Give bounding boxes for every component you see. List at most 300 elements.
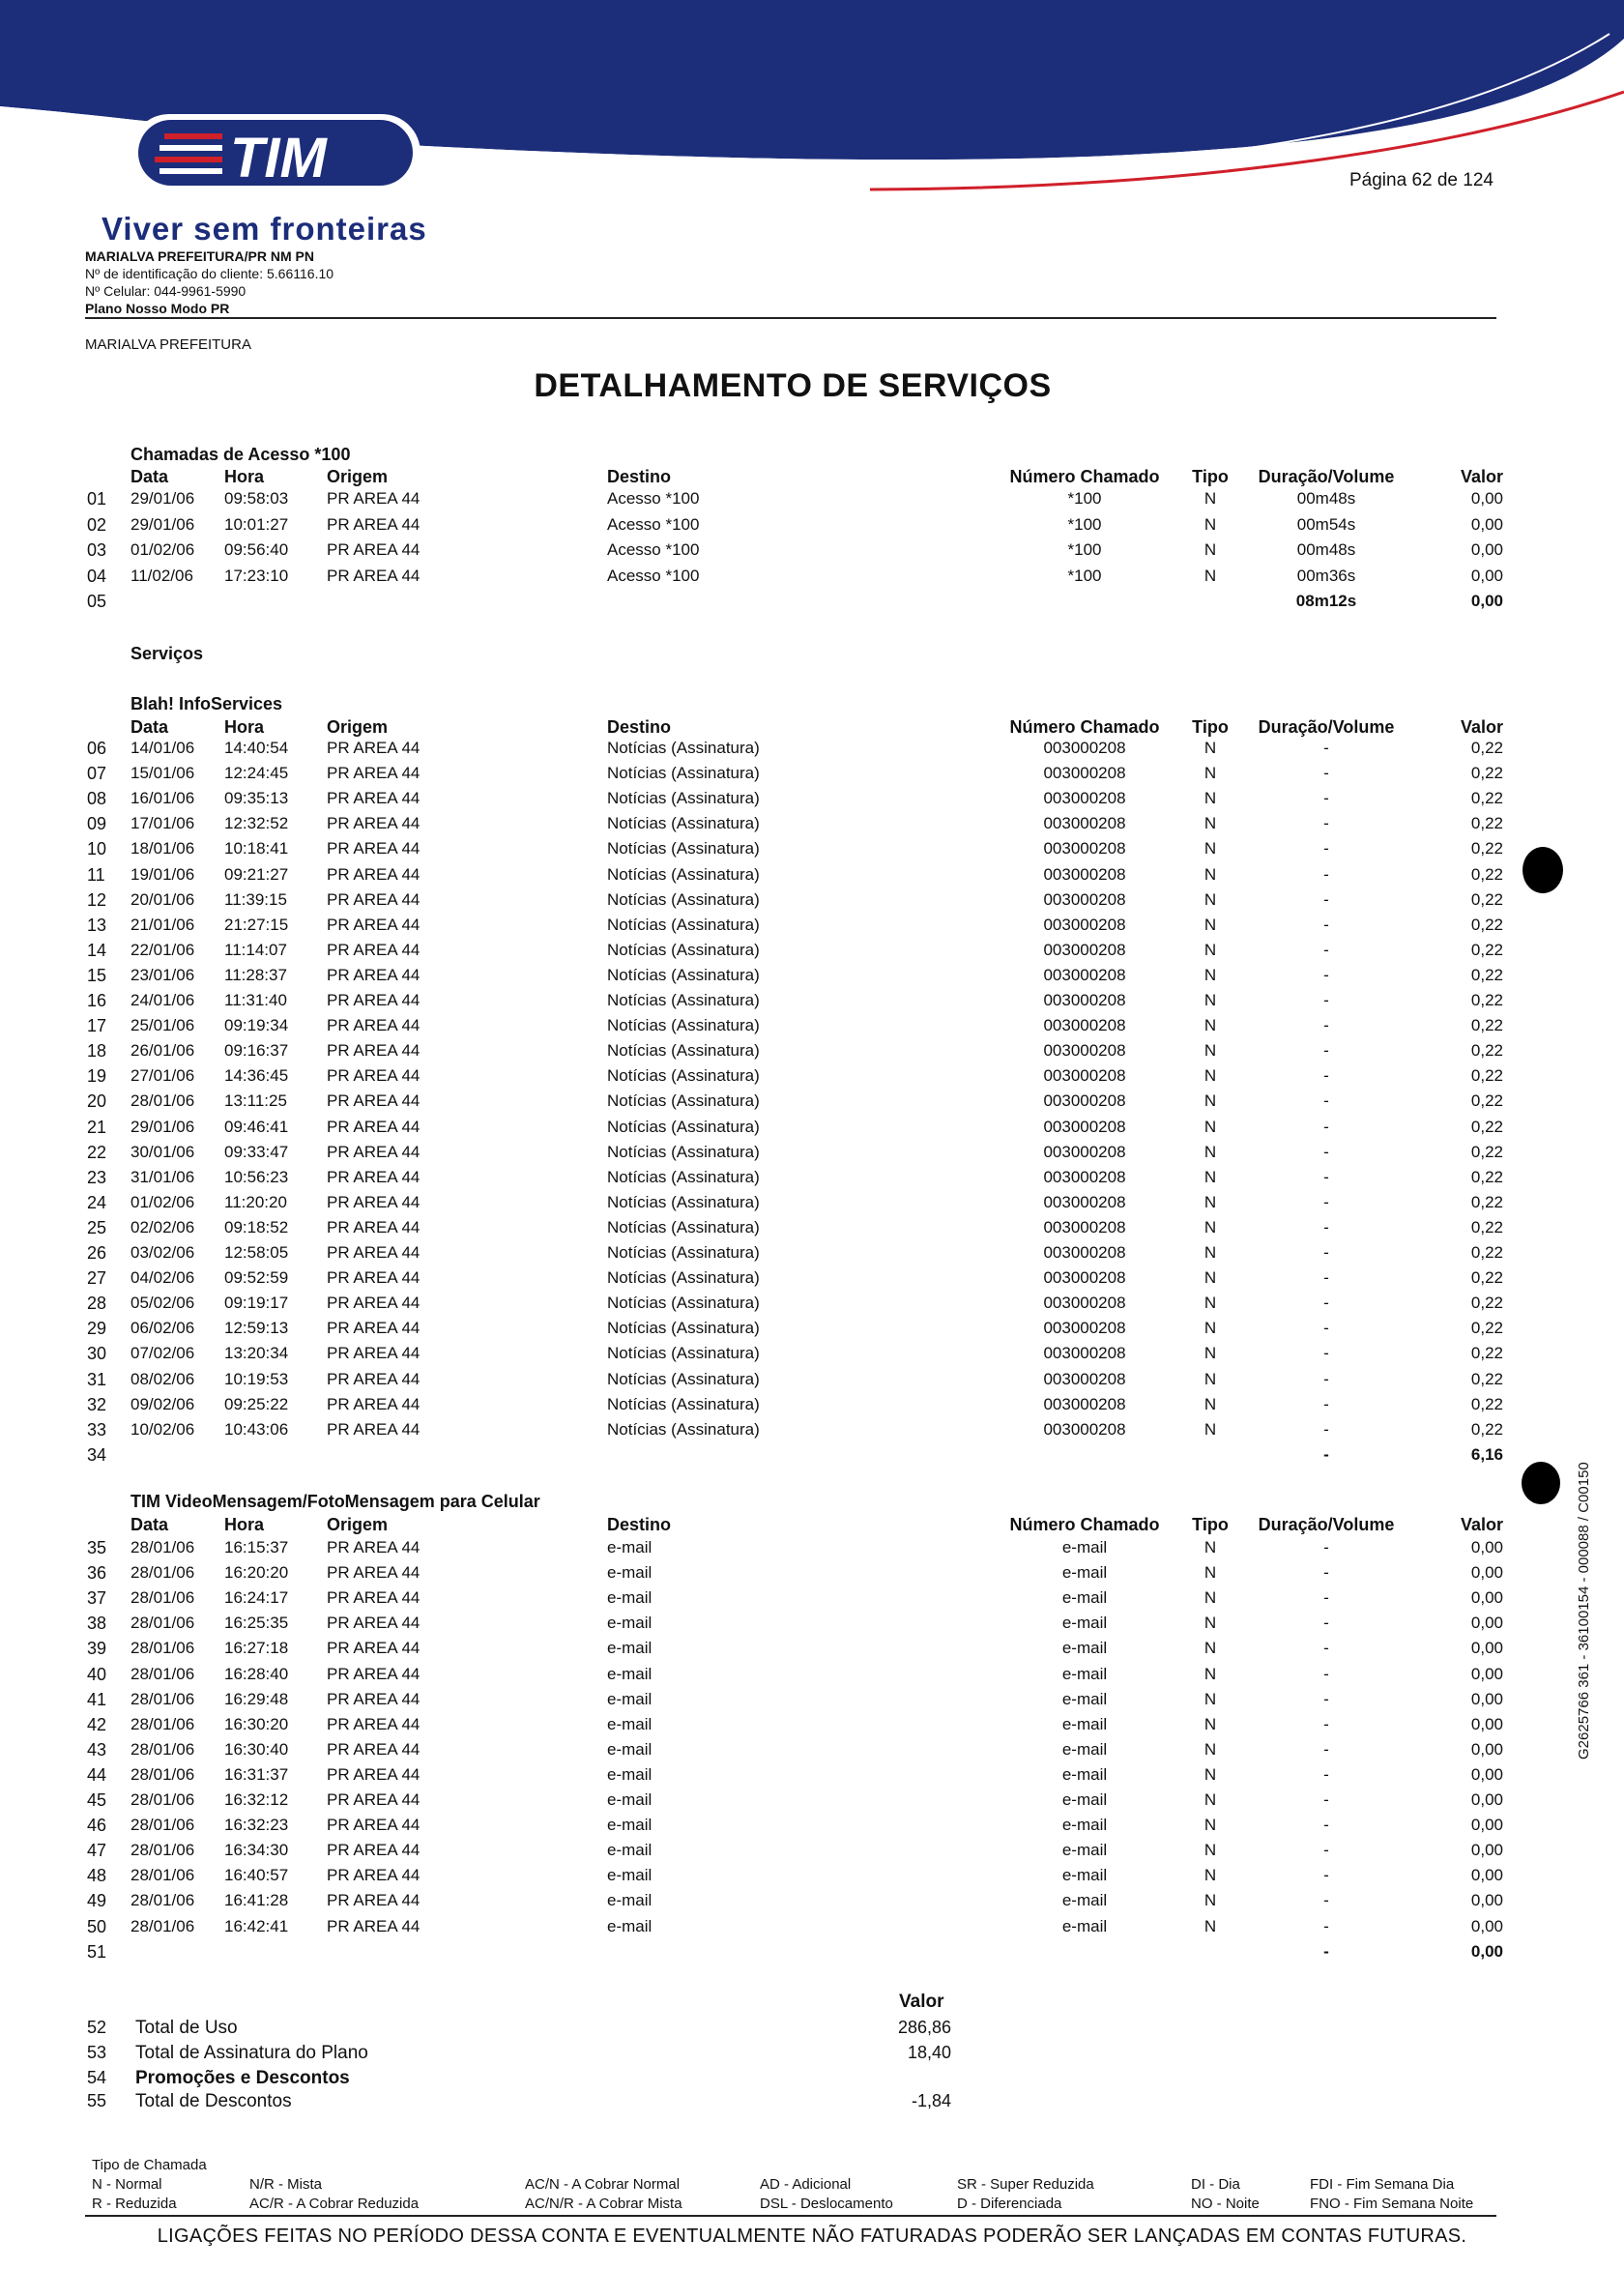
cell-numero: 003000208: [1043, 1419, 1126, 1439]
cell-duracao: -: [1323, 1167, 1329, 1186]
cell-destino: e-mail: [607, 1790, 652, 1809]
cell-numero: 003000208: [1043, 1016, 1126, 1035]
cell-tipo: N: [1204, 1016, 1217, 1035]
slogan: Viver sem fronteiras: [102, 211, 427, 247]
cell-numero: e-mail: [1061, 1816, 1108, 1835]
cell-hora: 11:20:20: [224, 1192, 287, 1211]
cell-origem: PR AREA 44: [327, 1394, 420, 1413]
section-title: Blah! InfoServices: [130, 694, 283, 713]
cell-duracao: -: [1323, 1419, 1329, 1439]
cell-numero: e-mail: [1061, 1714, 1108, 1733]
cell-hora: 14:40:54: [224, 739, 289, 757]
cell-valor: 0,22: [1470, 764, 1503, 783]
cell-destino: e-mail: [607, 1739, 652, 1759]
cell-tipo: N: [1204, 1394, 1217, 1413]
column-header-hora: Hora: [224, 1515, 265, 1534]
cell-valor: 0,22: [1470, 1167, 1503, 1186]
cell-valor: 0,22: [1470, 1369, 1503, 1388]
cell-valor: 0,22: [1470, 1117, 1503, 1136]
cell-hora: 11:28:37: [224, 965, 287, 984]
cell-numero: e-mail: [1061, 1639, 1108, 1658]
line-number: 19: [87, 1066, 107, 1087]
line-number: 01: [87, 489, 107, 509]
cell-valor: 0,22: [1470, 1344, 1503, 1363]
cell-tipo: N: [1204, 1419, 1217, 1439]
cell-valor: 0,00: [1470, 1614, 1503, 1633]
line-number: 38: [87, 1614, 107, 1634]
cell-hora: 16:42:41: [224, 1916, 289, 1935]
cell-destino: Notícias (Assinatura): [607, 1041, 760, 1061]
line-number: 39: [87, 1639, 107, 1659]
cell-duracao: -: [1323, 1614, 1329, 1633]
cell-tipo: N: [1204, 1369, 1217, 1388]
column-header-data: Data: [130, 1515, 169, 1534]
cell-origem: PR AREA 44: [327, 1916, 420, 1935]
cell-destino: Acesso *100: [607, 514, 700, 534]
column-header-numero: Número Chamado: [1009, 467, 1160, 486]
column-header-hora: Hora: [224, 467, 265, 486]
cell-destino: Notícias (Assinatura): [607, 1344, 760, 1363]
cell-numero: 003000208: [1043, 915, 1126, 934]
cell-duracao: -: [1323, 1639, 1329, 1658]
column-header-tipo: Tipo: [1192, 717, 1229, 737]
cell-duracao: -: [1323, 1816, 1329, 1835]
customer-name: MARIALVA PREFEITURA: [85, 336, 251, 353]
line-number: 10: [87, 839, 107, 859]
cell-duracao: -: [1323, 1538, 1329, 1556]
document-title: DETALHAMENTO DE SERVIÇOS: [534, 367, 1052, 404]
line-number: 47: [87, 1841, 107, 1861]
cell-numero: 003000208: [1043, 889, 1126, 909]
cell-destino: Notícias (Assinatura): [607, 1217, 760, 1236]
column-header-destino: Destino: [607, 467, 672, 486]
cell-hora: 10:56:23: [224, 1167, 289, 1186]
cell-origem: PR AREA 44: [327, 1419, 420, 1439]
cell-data: 03/02/06: [130, 1243, 195, 1262]
cell-origem: PR AREA 44: [327, 1167, 420, 1186]
cell-destino: Notícias (Assinatura): [607, 864, 760, 884]
cell-tipo: N: [1204, 1739, 1217, 1759]
line-number: 45: [87, 1790, 107, 1810]
cell-valor: 0,22: [1470, 1268, 1503, 1288]
cell-destino: Notícias (Assinatura): [607, 839, 760, 858]
cell-hora: 12:58:05: [224, 1243, 289, 1262]
column-header-origem: Origem: [327, 1515, 389, 1534]
cell-data: 02/02/06: [130, 1217, 195, 1236]
cell-valor: 0,00: [1470, 1866, 1503, 1885]
cell-numero: e-mail: [1061, 1614, 1108, 1633]
cell-duracao: -: [1323, 991, 1329, 1009]
cell-destino: Acesso *100: [607, 489, 700, 508]
client-info: [85, 247, 334, 317]
cell-data: 28/01/06: [130, 1614, 195, 1633]
cell-hora: 16:24:17: [224, 1588, 289, 1608]
cell-tipo: N: [1204, 1217, 1217, 1236]
client-phone: Nº Celular: 044-9961-5990: [85, 283, 246, 299]
cell-duracao: 00m54s: [1296, 514, 1356, 534]
line-number: 17: [87, 1016, 107, 1036]
cell-data: 28/01/06: [130, 1764, 195, 1784]
cell-hora: 10:19:53: [224, 1369, 289, 1388]
cell-data: 09/02/06: [130, 1394, 195, 1413]
cell-destino: e-mail: [607, 1841, 652, 1860]
cell-destino: e-mail: [607, 1664, 652, 1683]
cell-destino: e-mail: [607, 1614, 652, 1633]
cell-numero: e-mail: [1061, 1538, 1108, 1556]
line-number: 44: [87, 1764, 107, 1785]
cell-data: 28/01/06: [130, 1790, 195, 1809]
cell-tipo: N: [1204, 1294, 1217, 1313]
line-number: 20: [87, 1091, 107, 1112]
cell-valor: 0,22: [1470, 864, 1503, 884]
cell-valor: 0,22: [1470, 839, 1503, 858]
total-duration: -: [1323, 1941, 1329, 1961]
cell-origem: PR AREA 44: [327, 889, 420, 909]
cell-data: 30/01/06: [130, 1142, 195, 1161]
cell-origem: PR AREA 44: [327, 789, 420, 808]
cell-tipo: N: [1204, 1614, 1217, 1633]
line-number: 48: [87, 1866, 107, 1886]
cell-numero: 003000208: [1043, 1117, 1126, 1136]
line-number: 05: [87, 592, 107, 611]
cell-duracao: 00m48s: [1296, 540, 1356, 559]
cell-tipo: N: [1204, 789, 1217, 808]
cell-numero: 003000208: [1043, 965, 1126, 984]
cell-numero: e-mail: [1061, 1689, 1108, 1708]
line-number: 29: [87, 1319, 107, 1339]
cell-tipo: N: [1204, 1891, 1217, 1910]
cell-destino: Notícias (Assinatura): [607, 915, 760, 934]
cell-numero: 003000208: [1043, 1192, 1126, 1211]
cell-destino: e-mail: [607, 1639, 652, 1658]
cell-tipo: N: [1204, 489, 1217, 508]
cell-numero: 003000208: [1043, 1066, 1126, 1086]
cell-destino: Notícias (Assinatura): [607, 1268, 760, 1288]
line-number: 21: [87, 1117, 107, 1137]
cell-numero: 003000208: [1043, 1319, 1126, 1338]
cell-duracao: -: [1323, 1091, 1329, 1111]
cell-data: 04/02/06: [130, 1268, 195, 1288]
cell-duracao: -: [1323, 915, 1329, 934]
legend-divider: [85, 2215, 1496, 2217]
cell-tipo: N: [1204, 864, 1217, 884]
cell-duracao: -: [1323, 889, 1329, 909]
cell-hora: 16:32:23: [224, 1816, 289, 1835]
cell-destino: e-mail: [607, 1816, 652, 1835]
cell-valor: 0,22: [1470, 1419, 1503, 1439]
cell-numero: 003000208: [1043, 1294, 1126, 1313]
cell-valor: 0,00: [1470, 1841, 1503, 1860]
line-number: 07: [87, 764, 107, 784]
cell-numero: 003000208: [1043, 739, 1126, 757]
cell-destino: Notícias (Assinatura): [607, 739, 760, 757]
summary-label: Total de Uso: [135, 2018, 238, 2038]
cell-tipo: N: [1204, 764, 1217, 783]
cell-destino: e-mail: [607, 1764, 652, 1784]
line-number: 25: [87, 1217, 107, 1237]
cell-hora: 09:33:47: [224, 1142, 289, 1161]
client-name: MARIALVA PREFEITURA/PR NM PN: [85, 248, 314, 264]
line-number: 11: [87, 864, 105, 885]
cell-origem: PR AREA 44: [327, 1614, 420, 1633]
cell-hora: 16:34:30: [224, 1841, 289, 1860]
cell-tipo: N: [1204, 1866, 1217, 1885]
legend-item: D - Diferenciada: [957, 2196, 1062, 2212]
summary-value: -1,84: [911, 2091, 951, 2110]
cell-duracao: -: [1323, 789, 1329, 808]
cell-hora: 09:19:34: [224, 1016, 289, 1035]
section-title-servicos: Serviços: [130, 644, 204, 663]
cell-destino: Acesso *100: [607, 566, 700, 585]
legend-item: FNO - Fim Semana Noite: [1310, 2196, 1474, 2212]
cell-origem: PR AREA 44: [327, 814, 420, 833]
line-number: 40: [87, 1664, 107, 1684]
line-number: 03: [87, 540, 107, 560]
cell-data: 14/01/06: [130, 739, 195, 757]
cell-duracao: -: [1323, 1764, 1329, 1784]
cell-origem: PR AREA 44: [327, 1192, 420, 1211]
cell-hora: 14:36:45: [224, 1066, 289, 1086]
cell-destino: Notícias (Assinatura): [607, 1167, 760, 1186]
cell-duracao: -: [1323, 1891, 1329, 1910]
cell-hora: 09:46:41: [224, 1117, 289, 1136]
cell-data: 25/01/06: [130, 1016, 195, 1035]
summary-line-number: 55: [87, 2091, 107, 2110]
cell-valor: 0,00: [1470, 1639, 1503, 1658]
cell-duracao: -: [1323, 1689, 1329, 1708]
cell-hora: 16:32:12: [224, 1790, 289, 1809]
cell-duracao: -: [1323, 940, 1329, 959]
line-number: 50: [87, 1916, 107, 1936]
tim-logo-text: TIM: [230, 127, 327, 189]
cell-duracao: -: [1323, 1394, 1329, 1413]
cell-tipo: N: [1204, 1319, 1217, 1338]
column-header-origem: Origem: [327, 467, 389, 486]
cell-numero: e-mail: [1061, 1664, 1108, 1683]
cell-duracao: -: [1323, 1294, 1329, 1313]
cell-hora: 11:14:07: [224, 940, 287, 959]
cell-data: 22/01/06: [130, 940, 195, 959]
cell-hora: 09:52:59: [224, 1268, 289, 1288]
legend-item: DI - Dia: [1191, 2176, 1240, 2193]
client-plan: Plano Nosso Modo PR: [85, 301, 230, 316]
cell-hora: 10:18:41: [224, 839, 289, 858]
total-duration: 08m12s: [1295, 592, 1357, 610]
cell-hora: 09:58:03: [224, 489, 289, 508]
cell-hora: 09:21:27: [224, 864, 289, 884]
line-number: 14: [87, 940, 107, 960]
cell-numero: 003000208: [1043, 764, 1126, 783]
legend-item: R - Reduzida: [92, 2196, 177, 2212]
column-header-tipo: Tipo: [1192, 467, 1229, 486]
cell-valor: 0,00: [1470, 514, 1503, 534]
line-number: 35: [87, 1538, 107, 1557]
cell-origem: PR AREA 44: [327, 764, 420, 783]
cell-valor: 0,22: [1470, 1041, 1503, 1061]
cell-numero: 003000208: [1043, 1091, 1126, 1111]
cell-duracao: -: [1323, 1369, 1329, 1388]
cell-tipo: N: [1204, 1916, 1217, 1935]
cell-origem: PR AREA 44: [327, 489, 420, 508]
cell-data: 28/01/06: [130, 1816, 195, 1835]
cell-hora: 17:23:10: [224, 566, 289, 585]
summary-line-number: 54: [87, 2068, 107, 2087]
total-value: 0,00: [1470, 1941, 1503, 1961]
cell-tipo: N: [1204, 1344, 1217, 1363]
cell-data: 28/01/06: [130, 1588, 195, 1608]
footer-note: LIGAÇÕES FEITAS NO PERÍODO DESSA CONTA E EVENTUALMENTE NÃO FATURADAS PODERÃO SER LANÇADAS EM CONTAS FUTURAS.: [157, 2225, 1467, 2247]
cell-origem: PR AREA 44: [327, 1563, 420, 1583]
cell-tipo: N: [1204, 889, 1217, 909]
cell-duracao: -: [1323, 1841, 1329, 1860]
cell-valor: 0,00: [1470, 1916, 1503, 1935]
cell-hora: 10:43:06: [224, 1419, 289, 1439]
line-number: 08: [87, 789, 107, 809]
cell-origem: PR AREA 44: [327, 1142, 420, 1161]
cell-origem: PR AREA 44: [327, 1816, 420, 1835]
cell-tipo: N: [1204, 1664, 1217, 1683]
cell-valor: 0,00: [1470, 1588, 1503, 1608]
cell-destino: e-mail: [607, 1714, 652, 1733]
cell-tipo: N: [1204, 940, 1217, 959]
line-number: 43: [87, 1739, 107, 1760]
cell-data: 28/01/06: [130, 1563, 195, 1583]
cell-tipo: N: [1204, 1142, 1217, 1161]
cell-destino: e-mail: [607, 1588, 652, 1608]
cell-data: 10/02/06: [130, 1419, 195, 1439]
line-number: 31: [87, 1369, 107, 1389]
cell-tipo: N: [1204, 1841, 1217, 1860]
cell-valor: 0,00: [1470, 540, 1503, 559]
cell-data: 28/01/06: [130, 1866, 195, 1885]
legend-item: SR - Super Reduzida: [957, 2176, 1094, 2193]
column-header-duracao: Duração/Volume: [1258, 717, 1395, 737]
cell-tipo: N: [1204, 839, 1217, 858]
cell-numero: 003000208: [1043, 1369, 1126, 1388]
line-number: 28: [87, 1294, 107, 1314]
cell-duracao: -: [1323, 1319, 1329, 1338]
cell-destino: e-mail: [607, 1916, 652, 1935]
cell-valor: 0,22: [1470, 915, 1503, 934]
cell-tipo: N: [1204, 1167, 1217, 1186]
summary-line-number: 52: [87, 2018, 107, 2037]
legend-item: N - Normal: [92, 2176, 162, 2193]
cell-duracao: -: [1323, 1916, 1329, 1935]
cell-origem: PR AREA 44: [327, 1664, 420, 1683]
cell-destino: Acesso *100: [607, 540, 700, 559]
cell-hora: 16:29:48: [224, 1689, 289, 1708]
cell-origem: PR AREA 44: [327, 1588, 420, 1608]
cell-data: 28/01/06: [130, 1689, 195, 1708]
cell-destino: Notícias (Assinatura): [607, 1117, 760, 1136]
cell-hora: 16:30:40: [224, 1739, 289, 1759]
cell-origem: PR AREA 44: [327, 1891, 420, 1910]
cell-data: 31/01/06: [130, 1167, 195, 1186]
cell-tipo: N: [1204, 1639, 1217, 1658]
column-header-destino: Destino: [607, 1515, 672, 1534]
cell-valor: 0,22: [1470, 789, 1503, 808]
cell-destino: Notícias (Assinatura): [607, 764, 760, 783]
cell-valor: 0,22: [1470, 1217, 1503, 1236]
cell-numero: *100: [1067, 566, 1102, 585]
cell-duracao: -: [1323, 1117, 1329, 1136]
cell-valor: 0,00: [1470, 1563, 1503, 1583]
cell-valor: 0,22: [1470, 1319, 1503, 1338]
cell-destino: Notícias (Assinatura): [607, 965, 760, 984]
cell-hora: 21:27:15: [224, 915, 289, 934]
line-number: 36: [87, 1563, 107, 1584]
cell-valor: 0,22: [1470, 940, 1503, 959]
cell-tipo: N: [1204, 814, 1217, 833]
column-header-data: Data: [130, 717, 169, 737]
cell-valor: 0,22: [1470, 1091, 1503, 1111]
cell-duracao: -: [1323, 1866, 1329, 1885]
cell-numero: 003000208: [1043, 839, 1126, 858]
cell-valor: 0,00: [1470, 1790, 1503, 1809]
cell-valor: 0,00: [1470, 1714, 1503, 1733]
cell-valor: 0,22: [1470, 965, 1503, 984]
cell-hora: 12:32:52: [224, 814, 289, 833]
cell-destino: e-mail: [607, 1538, 652, 1556]
summary-label: Total de Descontos: [135, 2091, 292, 2111]
total-duration: -: [1323, 1444, 1329, 1464]
cell-duracao: -: [1323, 1192, 1329, 1211]
column-header-valor: Valor: [1460, 717, 1503, 737]
cell-duracao: -: [1323, 1790, 1329, 1809]
cell-tipo: N: [1204, 1790, 1217, 1809]
column-header-duracao: Duração/Volume: [1258, 1515, 1395, 1534]
cell-hora: 12:24:45: [224, 764, 289, 783]
cell-origem: PR AREA 44: [327, 1016, 420, 1035]
total-value: 6,16: [1470, 1444, 1503, 1464]
cell-valor: 0,22: [1470, 1016, 1503, 1035]
cell-hora: 09:25:22: [224, 1394, 289, 1413]
cell-data: 18/01/06: [130, 839, 195, 858]
cell-data: 28/01/06: [130, 1091, 195, 1111]
cell-origem: PR AREA 44: [327, 1117, 420, 1136]
cell-destino: Notícias (Assinatura): [607, 789, 760, 808]
cell-hora: 16:41:28: [224, 1891, 289, 1910]
summary-label: Promoções e Descontos: [135, 2068, 350, 2088]
cell-hora: 11:31:40: [224, 991, 287, 1009]
cell-destino: Notícias (Assinatura): [607, 814, 760, 833]
cell-origem: PR AREA 44: [327, 1041, 420, 1061]
column-header-hora: Hora: [224, 717, 265, 737]
cell-numero: 003000208: [1043, 991, 1126, 1009]
line-number: 18: [87, 1041, 107, 1062]
cell-tipo: N: [1204, 1689, 1217, 1708]
cell-data: 15/01/06: [130, 764, 195, 783]
line-number: 41: [87, 1689, 107, 1709]
summary-value: 18,40: [907, 2043, 951, 2062]
cell-duracao: -: [1323, 1016, 1329, 1035]
side-code: G2625766 361 - 36100154 - 000088 / C00150: [1576, 1462, 1592, 1760]
line-number: 13: [87, 915, 107, 935]
cell-valor: 0,22: [1470, 1243, 1503, 1262]
cell-data: 26/01/06: [130, 1041, 195, 1061]
cell-origem: PR AREA 44: [327, 1764, 420, 1784]
line-number: 26: [87, 1243, 107, 1263]
cell-destino: e-mail: [607, 1563, 652, 1583]
cell-origem: PR AREA 44: [327, 1268, 420, 1288]
cell-origem: PR AREA 44: [327, 1319, 420, 1338]
cell-origem: PR AREA 44: [327, 1714, 420, 1733]
cell-valor: 0,22: [1470, 739, 1503, 757]
cell-duracao: -: [1323, 1142, 1329, 1161]
line-number: 32: [87, 1394, 107, 1414]
cell-tipo: N: [1204, 1041, 1217, 1061]
line-number: 51: [87, 1941, 107, 1962]
